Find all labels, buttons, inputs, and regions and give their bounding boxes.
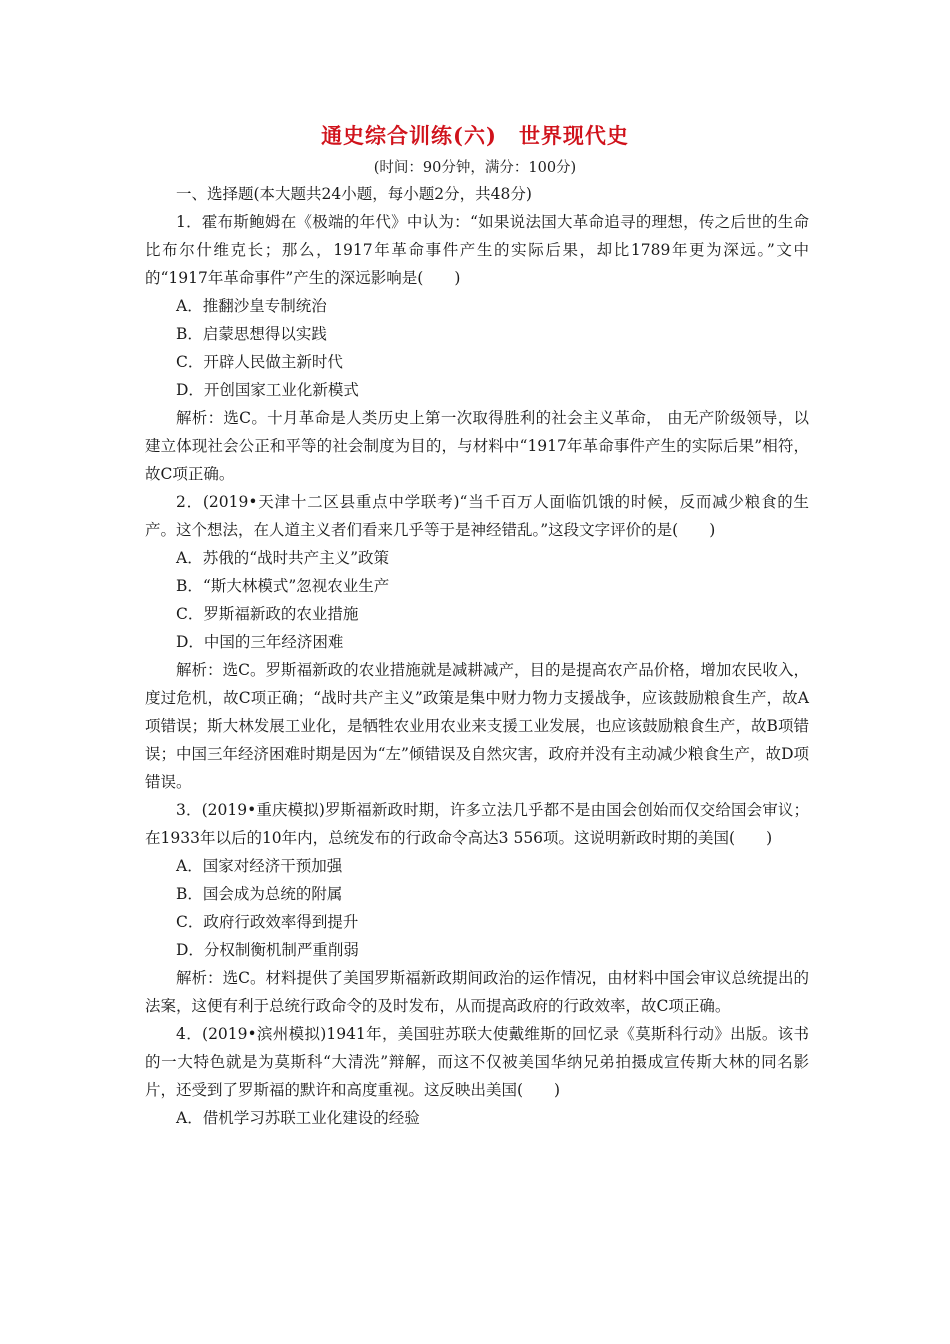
option-a: A．借机学习苏联工业化建设的经验 xyxy=(176,1109,420,1127)
question-analysis: 解析：选C。十月革命是人类历史上第一次取得胜利的社会主义革命， 由无产阶级领导，以建立体现社会公正和平等的社会制度为目的，与材料中“1917年革命事件产生的实际后果”相符，故C项正确。 xyxy=(145,409,809,483)
question-stem: 2．(2019•天津十二区县重点中学联考)“当千百万人面临饥饿的时候，反而减少粮食的生产。这个想法，在人道主义者们看来几乎等于是神经错乱。”这段文字评价的是( ) xyxy=(145,493,809,539)
option-a: A．国家对经济干预加强 xyxy=(176,857,343,875)
option-a: A．推翻沙皇专制统治 xyxy=(176,297,327,315)
option-d: D．开创国家工业化新模式 xyxy=(176,381,359,399)
option-d: D．中国的三年经济困难 xyxy=(176,633,344,651)
question-stem: 3．(2019•重庆模拟)罗斯福新政时期，许多立法几乎都不是由国会创始而仅交给国会审议；在1933年以后的10年内，总统发布的行政命令高达3 556项。这说明新政时期的美国( ) xyxy=(145,801,809,847)
question-analysis: 解析：选C。材料提供了美国罗斯福新政期间政治的运作情况，由材料中国会审议总统提出的法案，这便有利于总统行政命令的及时发布，从而提高政府的行政效率，故C项正确。 xyxy=(145,969,809,1015)
title-main: 通史综合训练(六) xyxy=(321,123,497,148)
question-analysis: 解析：选C。罗斯福新政的农业措施就是减耕减产，目的是提高农产品价格，增加农民收入，度过危机，故C项正确；“战时共产主义”政策是集中财力物力支援战争，应该鼓励粮食生产，故A项错误；斯大林发展工业化，是牺牲农业用农业来支援工业发展，也应该鼓励粮食生产，故B项错误；中国三年经济困难时期是因为“左”倾错误及自然灾害，政府并没有主动减少粮食生产，故D项错误。 xyxy=(145,661,809,791)
option-c: C．开辟人民做主新时代 xyxy=(176,353,343,371)
option-a: A．苏俄的“战时共产主义”政策 xyxy=(176,549,390,567)
option-c: C．政府行政效率得到提升 xyxy=(176,913,359,931)
exam-meta: (时间：90分钟，满分：100分) xyxy=(373,160,577,176)
option-b: B．国会成为总统的附属 xyxy=(176,885,343,903)
section-heading: 一、选择题(本大题共24小题，每小题2分，共48分) xyxy=(176,185,532,203)
option-c: C．罗斯福新政的农业措施 xyxy=(176,605,359,623)
title-sub: 世界现代史 xyxy=(518,123,629,148)
page-title xyxy=(0,120,950,150)
question-stem: 1．霍布斯鲍姆在《极端的年代》中认为：“如果说法国大革命追寻的理想，传之后世的生命比布尔什维克长；那么，1917年革命事件产生的实际后果，却比1789年更为深远。”文中的“1917年革命事件”产生的深远影响是( ) xyxy=(145,213,809,287)
option-d: D．分权制衡机制严重削弱 xyxy=(176,941,359,959)
document-body xyxy=(145,180,809,1132)
option-b: B．启蒙思想得以实践 xyxy=(176,325,327,343)
question-stem: 4．(2019•滨州模拟)1941年，美国驻苏联大使戴维斯的回忆录《莫斯科行动》出版。该书的一大特色就是为莫斯科“大清洗”辩解，而这不仅被美国华纳兄弟拍摄成宣传斯大林的同名影片，还受到了罗斯福的默许和高度重视。这反映出美国( ) xyxy=(145,1025,809,1099)
option-b: B．“斯大林模式”忽视农业生产 xyxy=(176,577,390,595)
